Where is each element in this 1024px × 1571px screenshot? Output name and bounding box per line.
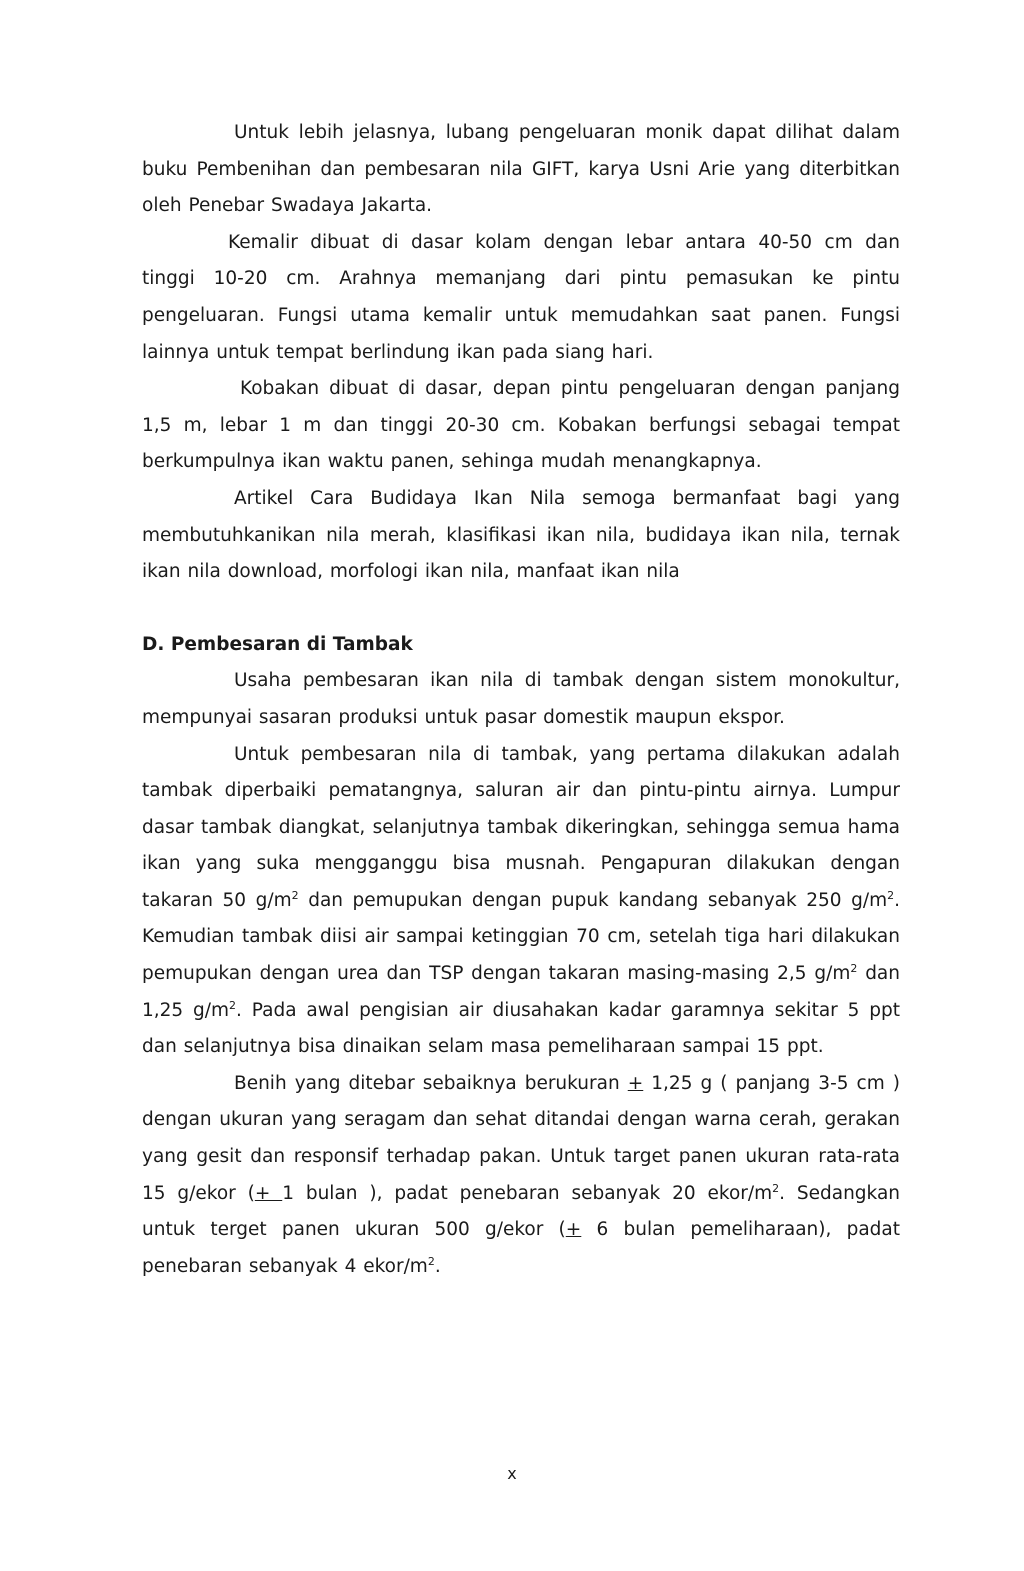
text-run: . Kemudian tambak diisi air sampai ketinggian 70 cm, setelah tiga hari dilakukan pemupukan dengan urea dan TSP dengan takaran masing-masing 2,5 g/m [142, 889, 900, 985]
text-run: . Pada awal pengisian air diusahakan kadar garamnya sekitar 5 ppt dan selanjutnya bisa dinaikan selam masa pemeliharaan sampai 15 ppt. [142, 999, 900, 1058]
paragraph-artikel: Artikel Cara Budidaya Ikan Nila semoga bermanfaat bagi yang membutuhkanikan nila merah, klasifikasi ikan nila, budidaya ikan nila, ternak ikan nila download, morfologi ikan nila, manfaat ikan nila [142, 487, 900, 583]
plus-minus-sign: + [254, 1182, 283, 1204]
superscript: 2 [229, 998, 237, 1012]
page-number: x [507, 1464, 517, 1483]
text-run: Benih yang ditebar sebaiknya berukuran [234, 1072, 628, 1094]
paragraph-kobakan: Kobakan dibuat di dasar, depan pintu pengeluaran dengan panjang 1,5 m, lebar 1 m dan tinggi 20-30 cm. Kobakan berfungsi sebagai tempat berkumpulnya ikan waktu panen, sehinga mudah menangkapnya. [142, 378, 900, 473]
text-run: . [434, 1255, 441, 1277]
superscript: 2 [850, 962, 858, 976]
paragraph-kemalir: Kemalir dibuat di dasar kolam dengan lebar antara 40-50 cm dan tinggi 10-20 cm. Arahnya memanjang dari pintu pemasukan ke pintu pengeluaran. Fungsi utama kemalir untuk memudahkan saat panen. Fungsi lainnya untuk tempat berlindung ikan pada siang hari. [142, 231, 900, 363]
superscript: 2 [887, 888, 895, 902]
plus-minus-sign: + [627, 1072, 644, 1094]
text-run: Untuk pembesaran nila di tambak, yang pertama dilakukan adalah tambak diperbaiki pematangnya, saluran air dan pintu-pintu airnya. Lumpur dasar tambak diangkat, selanjutnya tambak dikeringkan, sehingga semua hama ikan yang suka mengganggu bisa musnah. Pengapuran dilakukan dengan takaran 50 g/m [142, 743, 900, 911]
paragraph-usaha-pembesaran: Usaha pembesaran ikan nila di tambak dengan sistem monokultur, mempunyai sasaran produksi untuk pasar domestik maupun ekspor. [142, 670, 900, 728]
plus-minus-sign: + [565, 1219, 582, 1241]
paragraph-benih [142, 1066, 900, 1286]
text-run: 6 bulan pemeliharaan), padat penebaran sebanyak 4 ekor/m [142, 1219, 900, 1277]
text-run: . Sedangkan untuk terget panen ukuran 500 g/ekor ( [142, 1182, 901, 1241]
document-page [142, 115, 900, 1285]
paragraph-persiapan-tambak [142, 737, 900, 1066]
text-run: 1,25 g ( panjang 3-5 cm ) dengan ukuran yang seragam dan sehat ditandai dengan warna cerah, gerakan yang gesit dan responsif terhadap pakan. Untuk target panen ukuran rata-rata 15 g/ekor ( [142, 1072, 900, 1204]
text-run: dan 1,25 g/m [142, 963, 900, 1021]
text-run: 1 bulan ), padat penebaran sebanyak 20 ekor/m [282, 1182, 773, 1204]
superscript: 2 [291, 888, 299, 902]
text-run: dan pemupukan dengan pupuk kandang sebanyak 250 g/m [298, 889, 888, 911]
superscript: 2 [427, 1254, 435, 1268]
section-heading: D. Pembesaran di Tambak [142, 633, 413, 655]
paragraph-lubang-pengeluaran: Untuk lebih jelasnya, lubang pengeluaran monik dapat dilihat dalam buku Pembenihan dan pembesaran nila GIFT, karya Usni Arie yang diterbitkan oleh Penebar Swadaya Jakarta. [142, 122, 900, 217]
superscript: 2 [772, 1181, 780, 1195]
